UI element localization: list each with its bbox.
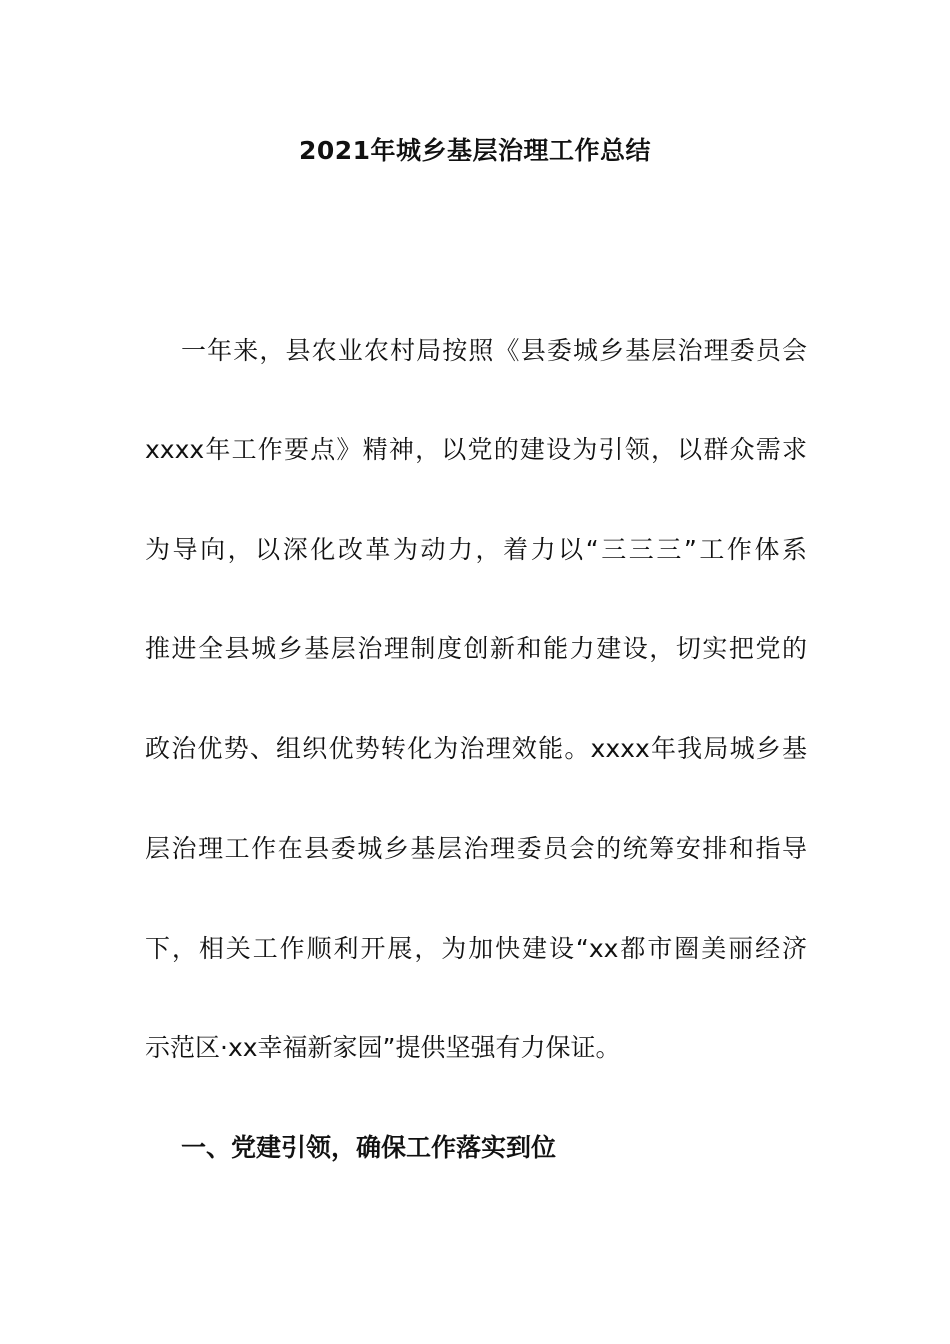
paragraph-line-4: 推进全县城乡基层治理制度创新和能力建设，切实把党的 [145, 634, 807, 663]
document-title: 2021年城乡基层治理工作总结 [298, 136, 652, 165]
paragraph-line-7: 下，相关工作顺利开展，为加快建设“xx都市圈美丽经济 [145, 934, 807, 963]
paragraph-line-8: 示范区·xx幸福新家园”提供坚强有力保证。 [145, 1033, 621, 1062]
paragraph-line-2: xxxx年工作要点》精神，以党的建设为引领，以群众需求 [145, 435, 807, 464]
paragraph-line-5: 政治优势、组织优势转化为治理效能。xxxx年我局城乡基 [145, 734, 807, 763]
paragraph-line-1: 一年来，县农业农村局按照《县委城乡基层治理委员会 [181, 336, 807, 365]
section-heading: 一、党建引领，确保工作落实到位 [181, 1133, 557, 1162]
paragraph-line-6: 层治理工作在县委城乡基层治理委员会的统筹安排和指导 [145, 834, 807, 863]
paragraph-line-3: 为导向，以深化改革为动力，着力以“三三三”工作体系 [145, 535, 807, 564]
